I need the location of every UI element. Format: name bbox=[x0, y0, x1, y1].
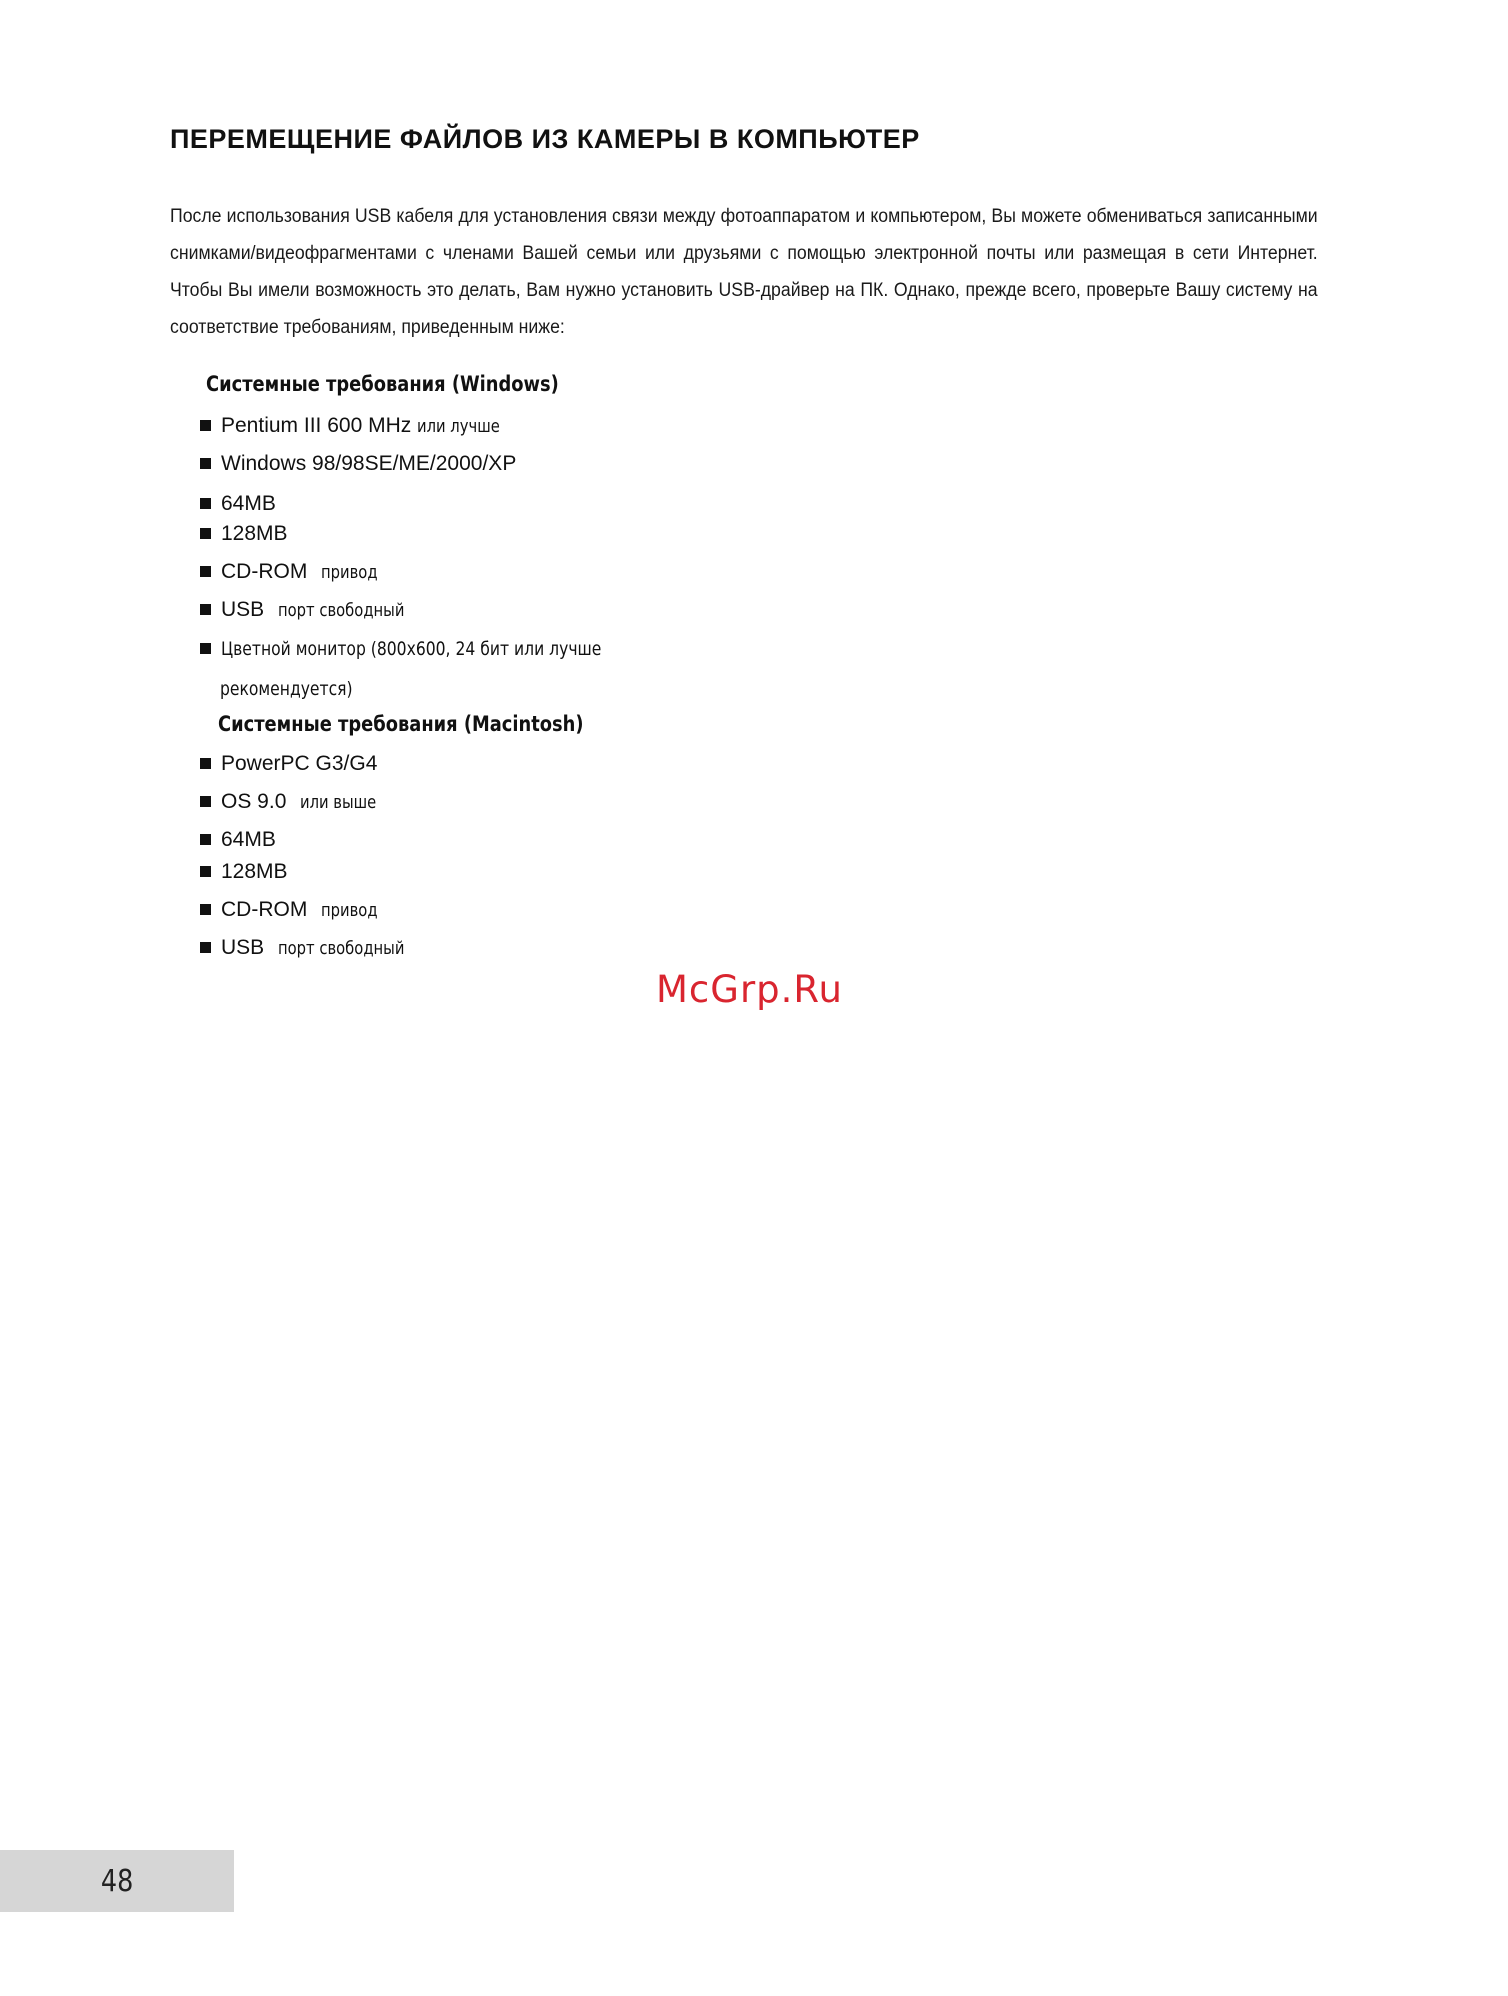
req-main-text: USB bbox=[221, 598, 265, 621]
req-main-text: 64MB bbox=[221, 828, 276, 851]
bullet-square-icon bbox=[200, 834, 211, 845]
watermark: McGrp.Ru bbox=[656, 968, 843, 1011]
bullet-square-icon bbox=[200, 566, 211, 577]
req-note: привод bbox=[321, 900, 378, 921]
page-number: 48 bbox=[100, 1863, 134, 1899]
bullet-square-icon bbox=[200, 604, 211, 615]
req-main-text: Windows 98/98SE/ME/2000/XP bbox=[221, 452, 517, 475]
req-main-text: 64MB bbox=[221, 492, 276, 515]
req-note: или лучше bbox=[417, 416, 501, 437]
windows-req-os bbox=[200, 452, 516, 476]
page-title: ПЕРЕМЕЩЕНИЕ ФАЙЛОВ ИЗ КАМЕРЫ В КОМПЬЮТЕР bbox=[170, 124, 920, 154]
mac-req-os bbox=[200, 790, 393, 814]
intro-paragraph: После использования USB кабеля для установления связи между фотоаппаратом и компьютером, Вы можете обмениваться записанными снимками/видеофрагментами с членами Вашей семьи или друзьями с помощью электронной почты или размещая в сети Интернет. Чтобы Вы имели возможность это делать, Вам нужно установить USB-драйвер на ПК. Однако, прежде всего, проверьте Вашу систему на соответствие требованиям, приведенным ниже: bbox=[170, 206, 1318, 338]
req-main-text: OS 9.0 bbox=[221, 790, 287, 813]
mac-req-cpu bbox=[200, 752, 377, 776]
bullet-square-icon bbox=[200, 643, 211, 654]
mac-req-disk bbox=[200, 860, 288, 884]
req-note: привод bbox=[321, 562, 378, 583]
req-main-text: CD-ROM bbox=[221, 898, 308, 921]
windows-req-cpu bbox=[200, 414, 518, 438]
bullet-square-icon bbox=[200, 420, 211, 431]
req-note: Цветной монитор (800x600, 24 бит или лучше bbox=[221, 638, 602, 660]
req-note: рекомендуется) bbox=[220, 678, 353, 700]
windows-req-monitor-continuation bbox=[220, 678, 382, 700]
windows-req-usb bbox=[200, 598, 432, 622]
mac-requirements-heading: Системные требования (Macintosh) bbox=[218, 712, 584, 736]
windows-req-cdrom bbox=[200, 560, 390, 584]
mac-req-ram bbox=[200, 828, 276, 852]
bullet-square-icon bbox=[200, 458, 211, 469]
bullet-square-icon bbox=[200, 498, 211, 509]
bullet-square-icon bbox=[200, 796, 211, 807]
req-note: или выше bbox=[300, 792, 377, 813]
req-main-text: PowerPC G3/G4 bbox=[221, 752, 378, 775]
page-number-box bbox=[0, 1850, 234, 1912]
bullet-square-icon bbox=[200, 942, 211, 953]
req-main-text: 128MB bbox=[221, 860, 288, 883]
bullet-square-icon bbox=[200, 904, 211, 915]
bullet-square-icon bbox=[200, 866, 211, 877]
req-main-text: 128MB bbox=[221, 522, 288, 545]
bullet-square-icon bbox=[200, 758, 211, 769]
req-note: порт свободный bbox=[278, 938, 405, 959]
windows-req-disk bbox=[200, 522, 288, 546]
req-main-text: Pentium III 600 MHz bbox=[221, 414, 412, 437]
mac-req-usb bbox=[200, 936, 432, 960]
windows-req-ram bbox=[200, 492, 276, 516]
bullet-square-icon bbox=[200, 528, 211, 539]
mac-req-cdrom bbox=[200, 898, 390, 922]
windows-req-monitor bbox=[200, 638, 685, 660]
req-main-text: CD-ROM bbox=[221, 560, 308, 583]
req-note: порт свободный bbox=[278, 600, 405, 621]
windows-requirements-heading: Системные требования (Windows) bbox=[206, 372, 559, 396]
req-main-text: USB bbox=[221, 936, 265, 959]
